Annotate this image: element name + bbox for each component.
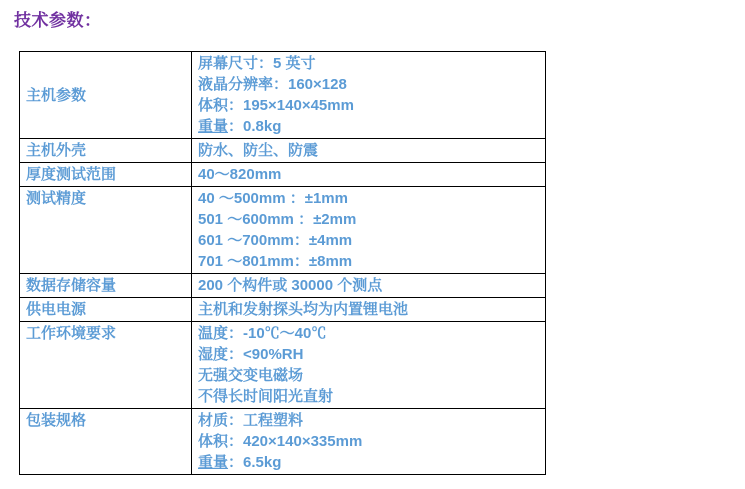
value-line: 液晶分辨率：160×128 xyxy=(198,76,347,93)
row-value xyxy=(192,274,546,298)
table-row xyxy=(20,409,546,475)
row-value xyxy=(192,298,546,322)
value-line: 无强交变电磁场 xyxy=(198,367,304,384)
spec-table xyxy=(19,51,546,475)
value-line: 701 ～801mm：±8mm xyxy=(198,253,353,270)
value-line: 501 ～600mm ：±2mm xyxy=(198,211,357,228)
row-label: 数据存储容量 xyxy=(20,274,192,298)
value-line: 200 个构件或 30000 个测点 xyxy=(198,277,383,294)
table-row xyxy=(20,187,546,274)
value-line: 重量：6.5kg xyxy=(198,454,282,471)
value-line: 体积：195×140×45mm xyxy=(198,97,354,114)
table-row xyxy=(20,139,546,163)
row-label: 主机外壳 xyxy=(20,139,192,163)
value-line: 湿度：<90%RH xyxy=(198,346,304,363)
row-value xyxy=(192,409,546,475)
row-value xyxy=(192,163,546,187)
value-line: 不得长时间阳光直射 xyxy=(198,388,334,405)
page-title: 技术参数： xyxy=(14,11,102,30)
row-value xyxy=(192,139,546,163)
row-value xyxy=(192,187,546,274)
value-line: 40～820mm xyxy=(198,166,282,183)
underlined-term: 重量 xyxy=(198,118,229,135)
row-value xyxy=(192,52,546,139)
value-line: 材质：工程塑料 xyxy=(198,412,304,429)
row-label: 主机参数 xyxy=(20,52,192,139)
row-label: 包装规格 xyxy=(20,409,192,475)
table-row xyxy=(20,52,546,139)
row-label: 供电电源 xyxy=(20,298,192,322)
underlined-term: 重量 xyxy=(198,454,229,471)
value-line: 温度：-10℃～40℃ xyxy=(198,325,327,342)
row-label: 厚度测试范围 xyxy=(20,163,192,187)
value-line: 601 ～700mm：±4mm xyxy=(198,232,353,249)
value-line: 防水、防尘、防震 xyxy=(198,142,319,159)
table-row xyxy=(20,163,546,187)
value-line: 主机和发射探头均为内置锂电池 xyxy=(198,301,409,318)
row-value xyxy=(192,322,546,409)
value-line: 屏幕尺寸：5 英寸 xyxy=(198,55,316,72)
row-label: 测试精度 xyxy=(20,187,192,274)
value-line: 体积：420×140×335mm xyxy=(198,433,363,450)
table-row xyxy=(20,274,546,298)
table-row xyxy=(20,322,546,409)
spec-table-body xyxy=(20,52,546,475)
table-row xyxy=(20,298,546,322)
row-label: 工作环境要求 xyxy=(20,322,192,409)
value-line: 40 ～500mm ：±1mm xyxy=(198,190,348,207)
value-line: 重量：0.8kg xyxy=(198,118,282,135)
